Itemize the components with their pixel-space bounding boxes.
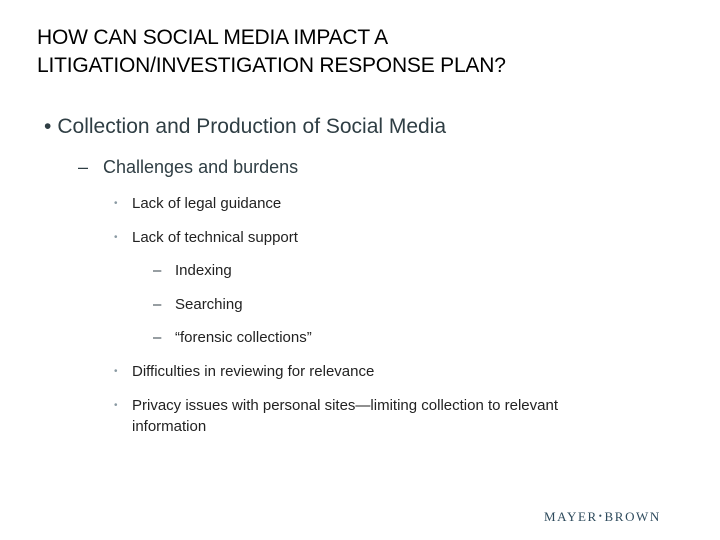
- bullet-indexing: [153, 261, 232, 280]
- bullet-text: Indexing: [175, 262, 232, 279]
- bullet-text: Lack of technical support: [132, 229, 298, 246]
- slide-title: [37, 24, 677, 80]
- bullet-lack-technical-support: [114, 228, 298, 247]
- mayer-brown-logo: [544, 509, 661, 525]
- logo-text-right: BROWN: [604, 509, 661, 524]
- bullet-text: Collection and Production of Social Media: [57, 115, 447, 138]
- slide-title-line-2: LITIGATION/INVESTIGATION RESPONSE PLAN?: [37, 54, 506, 77]
- bullet-dot-icon: •: [44, 115, 52, 138]
- bullet-difficulties-reviewing: [114, 362, 374, 381]
- bullet-text: Lack of legal guidance: [132, 195, 282, 212]
- bullet-privacy-issues: [114, 396, 558, 415]
- slide-title-line-1: HOW CAN SOCIAL MEDIA IMPACT A: [37, 26, 388, 49]
- bullet-text: Privacy issues with personal sites—limiting collection to relevant: [132, 397, 559, 414]
- bullet-forensic-collections: [153, 328, 312, 347]
- bullet-text: Difficulties in reviewing for relevance: [132, 363, 375, 380]
- bullet-text: “forensic collections”: [175, 329, 312, 346]
- bullet-challenges-burdens: [78, 156, 298, 178]
- logo-dot: •: [598, 511, 604, 521]
- bullet-searching: [153, 295, 243, 314]
- logo-text-left: MAYER: [544, 509, 598, 524]
- bullet-dash-icon: –: [153, 329, 162, 346]
- bullet-collection-production: [44, 114, 446, 140]
- bullet-dot-icon: •: [114, 232, 118, 243]
- bullet-text: Searching: [175, 296, 243, 313]
- bullet-dash-icon: –: [153, 296, 162, 313]
- bullet-text: Challenges and burdens: [103, 157, 299, 177]
- bullet-dash-icon: –: [78, 157, 89, 177]
- bullet-dash-icon: –: [153, 262, 162, 279]
- bullet-privacy-issues-continued: information: [132, 418, 207, 435]
- bullet-dot-icon: •: [114, 198, 118, 209]
- bullet-dot-icon: •: [114, 400, 118, 411]
- bullet-lack-legal-guidance: [114, 194, 281, 213]
- bullet-dot-icon: •: [114, 366, 118, 377]
